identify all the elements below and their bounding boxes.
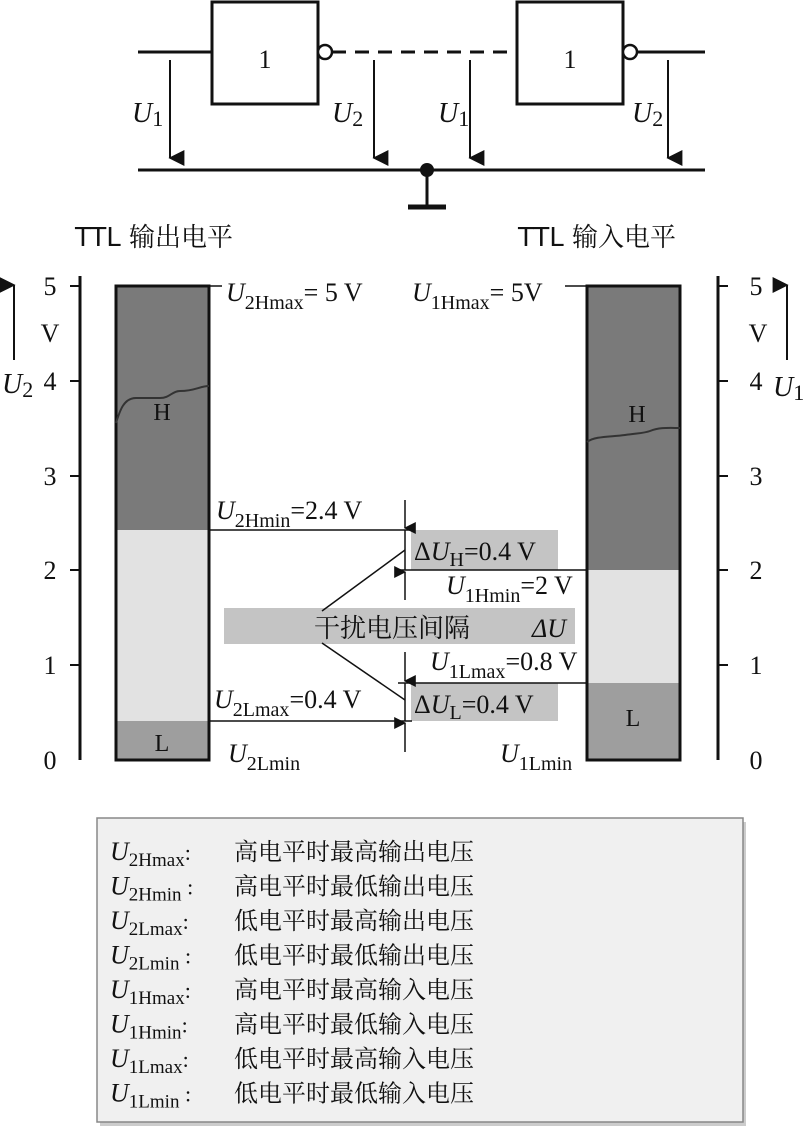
right-tick-label-1: 1 <box>749 651 763 680</box>
leader-to-dUH <box>322 550 405 611</box>
legend-row-3-symbol: $U_{2Lmax}^:$ <box>110 906 189 940</box>
output-high-label: H <box>153 400 171 426</box>
u2lmin-label: $U_{2Lmin}$ <box>228 739 301 775</box>
gate2-inverter-bubble <box>623 45 637 59</box>
legend-row-5-symbol: $U_{1Hmax}^:$ <box>110 975 191 1009</box>
legend-row-8-description: 低电平时最低输入电压 <box>234 1079 474 1108</box>
left-tick-label-4: 4 <box>43 367 57 396</box>
input-level-bar <box>587 286 680 760</box>
legend-row-7-symbol: $U_{1Lmax}^:$ <box>110 1044 189 1078</box>
legend-row-2-symbol: $U_{2Hmin}$ : <box>110 871 194 906</box>
input-level-header: TTL 输入电平 <box>518 223 677 253</box>
left-tick-label-3: 3 <box>43 462 57 491</box>
legend-row-7-description: 低电平时最高输入电压 <box>234 1045 474 1073</box>
u1lmin-label: $U_{1Lmin}$ <box>500 739 573 775</box>
legend-row-6-symbol: $U_{1Hmin}^:$ <box>110 1009 188 1044</box>
left-axis-unit: V <box>40 319 60 348</box>
left-axis <box>2 272 80 775</box>
u1hmin-label: $U_{1Hmin}=2$ V <box>446 571 573 607</box>
input-low-label: L <box>625 706 641 732</box>
legend-row-4-description: 低电平时最低输出电压 <box>234 941 474 970</box>
legend-row-3-description: 低电平时最高输出电压 <box>234 907 474 935</box>
right-axis-symbol: U1 <box>773 372 805 405</box>
legend-row-1-symbol: $U_{2Hmax}^:$ <box>110 837 191 871</box>
legend-row-6-description: 高电平时最低输入电压 <box>234 1010 474 1039</box>
noise-margin-text: 干扰电压间隔 <box>314 614 471 644</box>
u2-right-label: U2 <box>632 98 664 131</box>
output-level-bar <box>116 286 209 760</box>
right-tick-label-0: 0 <box>749 746 763 775</box>
gate1-label: 1 <box>258 45 272 74</box>
gate1-inverter-bubble <box>318 45 332 59</box>
legend-row-2-description: 高电平时最低输出电压 <box>234 872 474 901</box>
legend <box>97 818 746 1126</box>
right-tick-label-2: 2 <box>749 556 763 585</box>
legend-row-4-symbol: $U_{2Lmin}$ : <box>110 940 192 975</box>
right-tick-label-4: 4 <box>749 367 763 396</box>
right-tick-label-3: 3 <box>749 462 763 491</box>
u1-left-label: U1 <box>132 98 164 131</box>
legend-row-5-description: 高电平时最高输入电压 <box>234 976 474 1004</box>
delta-uh-label: $\Delta U_H=0.4$ V <box>414 537 536 571</box>
u1hmax-label: $U_{1Hmax}= 5V$ <box>412 278 543 314</box>
legend-row-1-description: 高电平时最高输出电压 <box>234 838 474 866</box>
right-axis-unit: V <box>748 319 768 348</box>
output-forbidden-band <box>116 530 209 721</box>
circuit <box>132 2 705 207</box>
input-forbidden-band <box>587 570 680 683</box>
gate2-label: 1 <box>563 45 577 74</box>
left-tick-label-2: 2 <box>43 556 57 585</box>
legend-row-8-symbol: $U_{1Lmin}$ : <box>110 1078 192 1113</box>
input-high-label: H <box>628 402 646 428</box>
u2hmax-label: $U_{2Hmax}= 5$ V <box>226 278 363 314</box>
delta-ul-label: $\Delta U_L=0.4$ V <box>414 690 534 724</box>
left-tick-label-5: 5 <box>43 272 57 301</box>
right-tick-label-5: 5 <box>749 272 763 301</box>
u1-mid-label: U1 <box>438 98 470 131</box>
u2hmin-label: $U_{2Hmin}=2.4$ V <box>216 496 363 532</box>
output-low-label: L <box>154 731 170 757</box>
left-tick-label-1: 1 <box>43 651 57 680</box>
u2lmax-label: $U_{2Lmax}=0.4$ V <box>214 685 362 721</box>
output-level-header: TTL 输出电平 <box>75 223 234 253</box>
u1lmax-label: $U_{1Lmax}=0.8$ V <box>430 647 578 683</box>
noise-margin-symbol: ΔU <box>532 614 567 643</box>
right-axis <box>718 272 804 775</box>
u2-mid-label: U2 <box>332 98 364 131</box>
left-axis-symbol: U2 <box>2 369 34 402</box>
left-tick-label-0: 0 <box>43 746 57 775</box>
